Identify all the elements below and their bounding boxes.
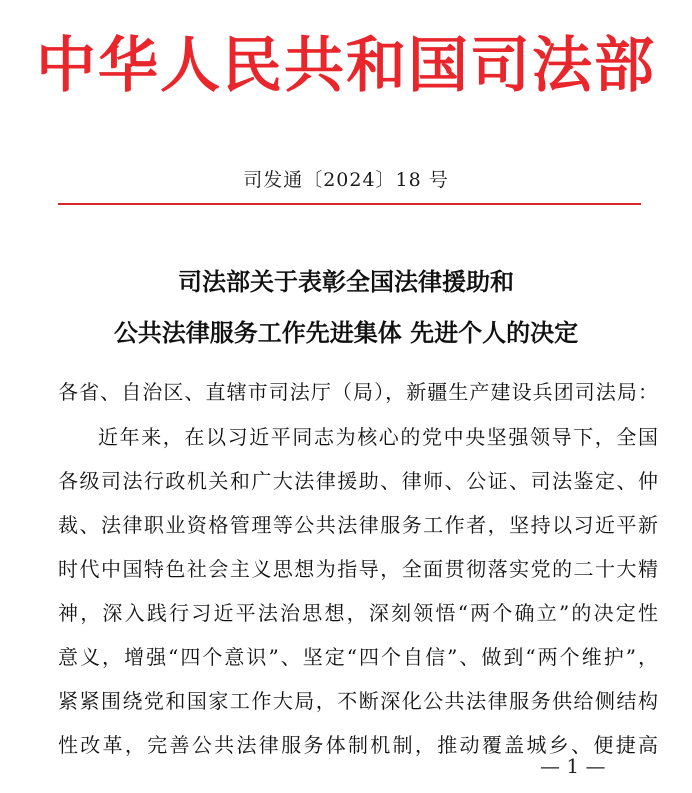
body-line: 神，深入践行习近平法治思想，深刻领悟“两个确立”的决定性: [58, 601, 658, 625]
body-line: 裁、法律职业资格管理等公共法律服务工作者，坚持以习近平新: [58, 513, 658, 537]
title-line-1: 司法部关于表彰全国法律援助和: [178, 268, 514, 296]
body-line: 各级司法行政机关和广大法律援助、律师、公证、司法鉴定、仲: [58, 469, 658, 493]
masthead: 中华人民共和国司法部: [36, 31, 656, 101]
body-line: 时代中国特色社会主义思想为指导，全面贯彻落实党的二十大精: [58, 557, 658, 581]
salutation: 各省、自治区、直辖市司法厅（局），新疆生产建设兵团司法局：: [58, 380, 658, 404]
page-number: — 1 —: [540, 754, 606, 778]
body-line: 紧紧围绕党和国家工作大局，不断深化公共法律服务供给侧结构: [58, 689, 658, 713]
body-line: 性改革，完善公共法律服务体制机制，推动覆盖城乡、便捷高: [58, 733, 658, 757]
body-line: 意义，增强“四个意识”、坚定“四个自信”、做到“两个维护”，: [58, 645, 658, 669]
title-line-2: 公共法律服务工作先进集体 先进个人的决定: [113, 319, 579, 347]
document-number: 司发通〔2024〕18 号: [243, 169, 449, 191]
red-divider-rule: [58, 203, 641, 205]
body-line: 近年来，在以习近平同志为核心的党中央坚强领导下，全国: [98, 425, 658, 449]
